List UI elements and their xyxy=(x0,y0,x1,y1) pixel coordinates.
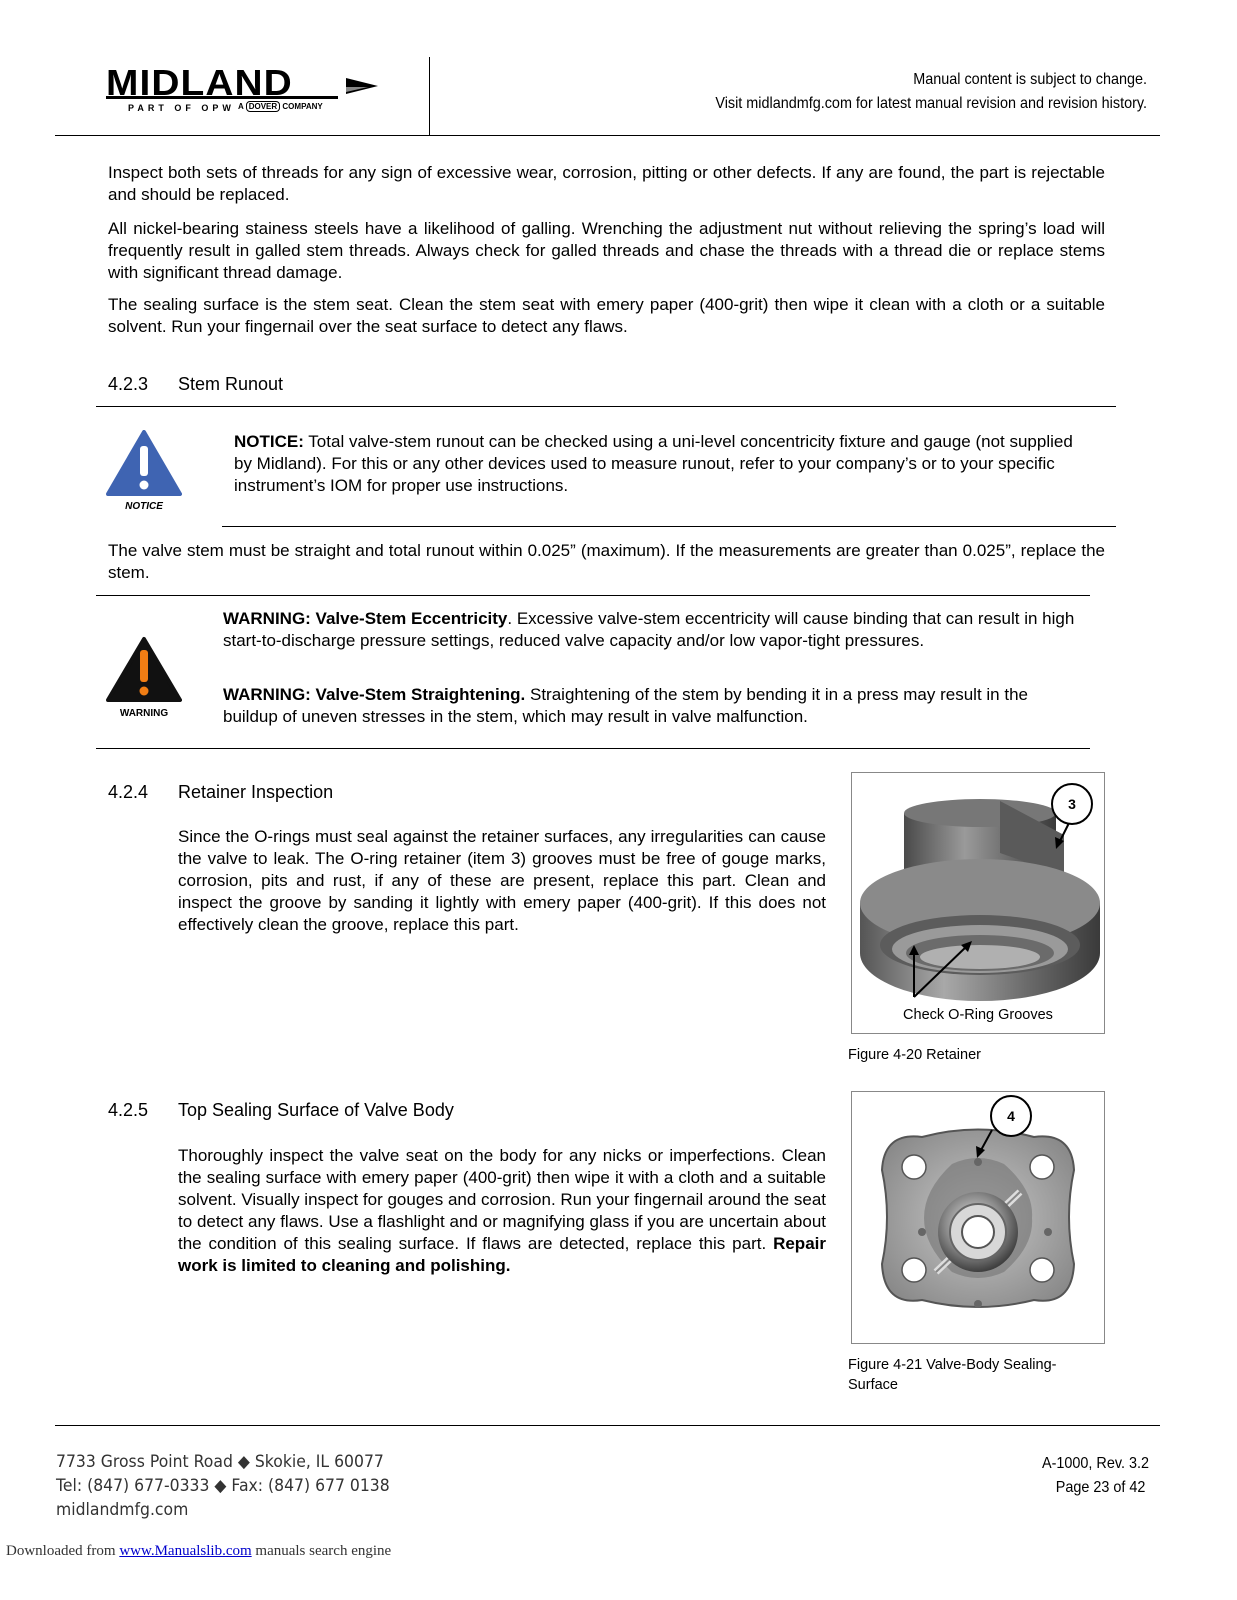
warning-icon-label: WARNING xyxy=(119,708,169,719)
footer-page-number: Page 23 of 42 xyxy=(1055,1479,1146,1496)
retainer-callout-3: 3 xyxy=(1051,783,1093,825)
section-425-number: 4.2.5 xyxy=(108,1100,149,1120)
notice-label: NOTICE: xyxy=(234,432,304,451)
warning-2-label: WARNING: Valve-Stem Straightening. xyxy=(223,685,526,704)
section-425-body-text: Thoroughly inspect the valve seat on the body for any nicks or imperfections. Clean the sealing surface with emery paper (400-grit) then wipe it with a cloth and a suitable solvent. Visually inspect for gouges and corrosion. Run your fingernail around the seat to detect any flaws. Use a flashlight and or magnifying glass if you are uncertain about the condition of this sealing surface. If flaws are detected, replace this part. xyxy=(178,1146,826,1253)
header-rule xyxy=(55,135,1160,136)
section-425-body xyxy=(178,1145,826,1277)
header-divider-vertical xyxy=(429,57,430,135)
warning-top-rule xyxy=(96,595,1090,596)
manualslib-link[interactable]: www.Manualslib.com xyxy=(119,1543,252,1559)
notice-triangle-icon xyxy=(106,430,182,500)
footer-rule xyxy=(55,1425,1160,1426)
footer-website: midlandmfg.com xyxy=(56,1500,189,1520)
notice-icon xyxy=(106,430,182,520)
intro-paragraph-2: All nickel-bearing stainess steels have a likelihood of galling. Wrenching the adjustment nut without relieving the spring’s load will frequently result in galled stem threads. Always check for galled threads and chase the threads with a thread die or replace stems with significant thread damage. xyxy=(108,219,1105,282)
section-423-number: 4.2.3 xyxy=(108,374,149,394)
section-423-body: The valve stem must be straight and total runout within 0.025” (maximum). If the measurements are greater than 0.025”, replace the stem. xyxy=(108,541,1105,582)
intro-paragraph-3: The sealing surface is the stem seat. Clean the stem seat with emery paper (400-grit) then wipe it clean with a cloth or a suitable solvent. Run your fingernail over the seat surface to detect any flaws. xyxy=(108,295,1105,336)
valve-body-image xyxy=(852,1092,1104,1343)
footer-phone: Tel: (847) 677-0333 ◆ Fax: (847) 677 0138 xyxy=(56,1476,390,1496)
notice-icon-label: NOTICE xyxy=(125,501,163,512)
header-note-line1: Manual content is subject to change. xyxy=(913,71,1147,88)
section-425-body-bold: Repair work is limited to cleaning and polishing. xyxy=(178,1234,826,1275)
valve-body-figure xyxy=(851,1091,1105,1344)
warning-triangle-icon xyxy=(106,636,182,706)
warning-2-body: Straightening of the stem by bending it in a press may result in the buildup of uneven stresses in the stem, which may result in valve malfunction. xyxy=(223,685,1028,726)
midland-logo xyxy=(106,62,386,118)
section-424-title: Retainer Inspection xyxy=(178,782,334,802)
logo-company: A DOVER COMPANY xyxy=(238,102,323,111)
notice-text xyxy=(234,431,1094,497)
retainer-figure-label: Check O-Ring Grooves xyxy=(903,1007,1053,1023)
warning-1-label: WARNING: Valve-Stem Eccentricity xyxy=(223,609,508,628)
notice-body: Total valve-stem runout can be checked using a uni-level concentricity fixture and gauge (not supplied by Midland). For this or any other devices used to measure runout, refer to your company’s or to your specific instrument’s IOM for proper use instructions. xyxy=(234,432,1073,495)
warning-bottom-rule xyxy=(96,748,1090,749)
retainer-figure-caption: Figure 4-20 Retainer xyxy=(848,1047,981,1063)
valve-body-callout-4: 4 xyxy=(990,1095,1032,1137)
notice-bottom-rule xyxy=(222,526,1116,527)
logo-wordmark: MIDLAND xyxy=(106,62,293,103)
warning-2-text xyxy=(223,684,1083,728)
warning-icon xyxy=(106,636,182,726)
logo-subtitle: PART OF OPW xyxy=(128,103,235,113)
download-banner xyxy=(6,1543,391,1560)
warning-1-text xyxy=(223,608,1083,652)
section-424-number: 4.2.4 xyxy=(108,782,149,802)
valve-body-caption-line1: Figure 4-21 Valve-Body Sealing- xyxy=(848,1357,1057,1373)
download-suffix: manuals search engine xyxy=(251,1543,392,1559)
download-prefix: Downloaded from xyxy=(6,1543,116,1559)
footer-address: 7733 Gross Point Road ◆ Skokie, IL 60077 xyxy=(56,1452,384,1472)
section-425-title: Top Sealing Surface of Valve Body xyxy=(178,1100,454,1120)
intro-paragraph-1: Inspect both sets of threads for any sign of excessive wear, corrosion, pitting or other defects. If any are found, the part is rejectable and should be replaced. xyxy=(108,163,1105,204)
footer-address-block xyxy=(56,1450,442,1522)
warning-1-body: . Excessive valve-stem eccentricity will cause binding that can result in high start-to-discharge pressure settings, reduced valve capacity and/or low vapor-tight pressures. xyxy=(223,609,1075,650)
header-note xyxy=(607,68,1147,116)
header-note-line2: Visit midlandmfg.com for latest manual revision and revision history. xyxy=(715,95,1147,112)
section-424-body: Since the O-rings must seal against the retainer surfaces, any irregularities can cause the valve to leak. The O-ring retainer (item 3) grooves must be free of gouge marks, corrosion, pits and rust, if any of these are present, replace this part. Clean and inspect the groove by sanding it lightly with emery paper (400-grit). If this does not effectively clean the groove, replace this part. xyxy=(178,827,826,934)
valve-body-figure-caption xyxy=(848,1355,1056,1395)
footer-doc-id: A-1000, Rev. 3.2 xyxy=(1041,1455,1149,1472)
retainer-figure xyxy=(851,772,1105,1034)
footer-doc-info xyxy=(879,1452,1149,1500)
notice-top-rule xyxy=(96,406,1116,407)
section-423-title: Stem Runout xyxy=(178,374,284,394)
valve-body-caption-line2: Surface xyxy=(848,1377,898,1393)
